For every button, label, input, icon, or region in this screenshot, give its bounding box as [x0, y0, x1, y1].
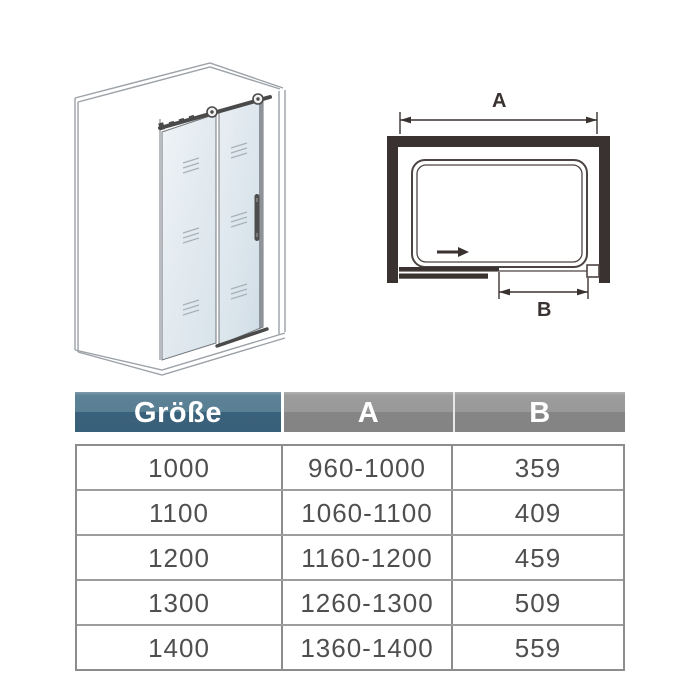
cell-groesse: 1300 [77, 581, 283, 624]
cell-b: 509 [514, 588, 562, 618]
plan-view-drawing [380, 80, 670, 325]
isometric-drawing-svg [65, 55, 305, 385]
cell-b: 359 [514, 453, 562, 483]
cell-a: 1360-1400 [283, 626, 453, 669]
table-row [77, 491, 623, 536]
cell-a: 960-1000 [283, 446, 453, 489]
door-stile [259, 98, 263, 328]
size-table-body [75, 444, 625, 671]
slide-arrow-icon [437, 247, 469, 257]
glass-panel-fixed [162, 114, 216, 360]
table-row [77, 536, 623, 581]
cell-a: 1160-1200 [283, 536, 453, 579]
cell-a: 1260-1300 [283, 581, 453, 624]
table-row [77, 581, 623, 626]
dim-b-label: B [537, 299, 552, 321]
dim-a-arrow-left-icon [400, 117, 411, 124]
wall-profile-square [587, 265, 599, 277]
dim-a-arrow-right-icon [586, 117, 597, 124]
header-cell-b: B [455, 392, 625, 432]
dim-b-arrow-left-icon [499, 289, 510, 296]
table-row [77, 446, 623, 491]
cell-groesse: 1100 [77, 491, 283, 534]
dimension-a [400, 112, 597, 134]
cell-groesse: 1000 [77, 446, 283, 489]
table-row [77, 626, 623, 669]
door-panel-bar-thin [399, 267, 499, 271]
door-panel-bar-thick [399, 274, 488, 279]
size-table [75, 392, 625, 671]
cell-groesse: 1200 [77, 536, 283, 579]
header-body-gap [75, 432, 625, 444]
dim-a-label: A [492, 90, 507, 112]
cell-b: 459 [514, 543, 562, 573]
cell-groesse: 1400 [77, 626, 283, 669]
isometric-drawing [65, 55, 305, 385]
cell-a: 1060-1100 [283, 491, 453, 534]
header-cell-groesse: Größe [75, 392, 281, 432]
plan-view-svg [380, 80, 670, 325]
size-table-header [75, 392, 625, 432]
cell-b: 559 [514, 633, 562, 663]
dimension-b [499, 272, 588, 299]
header-cell-a: A [284, 392, 453, 432]
dim-b-arrow-right-icon [577, 289, 588, 296]
cell-b: 409 [514, 498, 562, 528]
door-handle [255, 194, 260, 241]
